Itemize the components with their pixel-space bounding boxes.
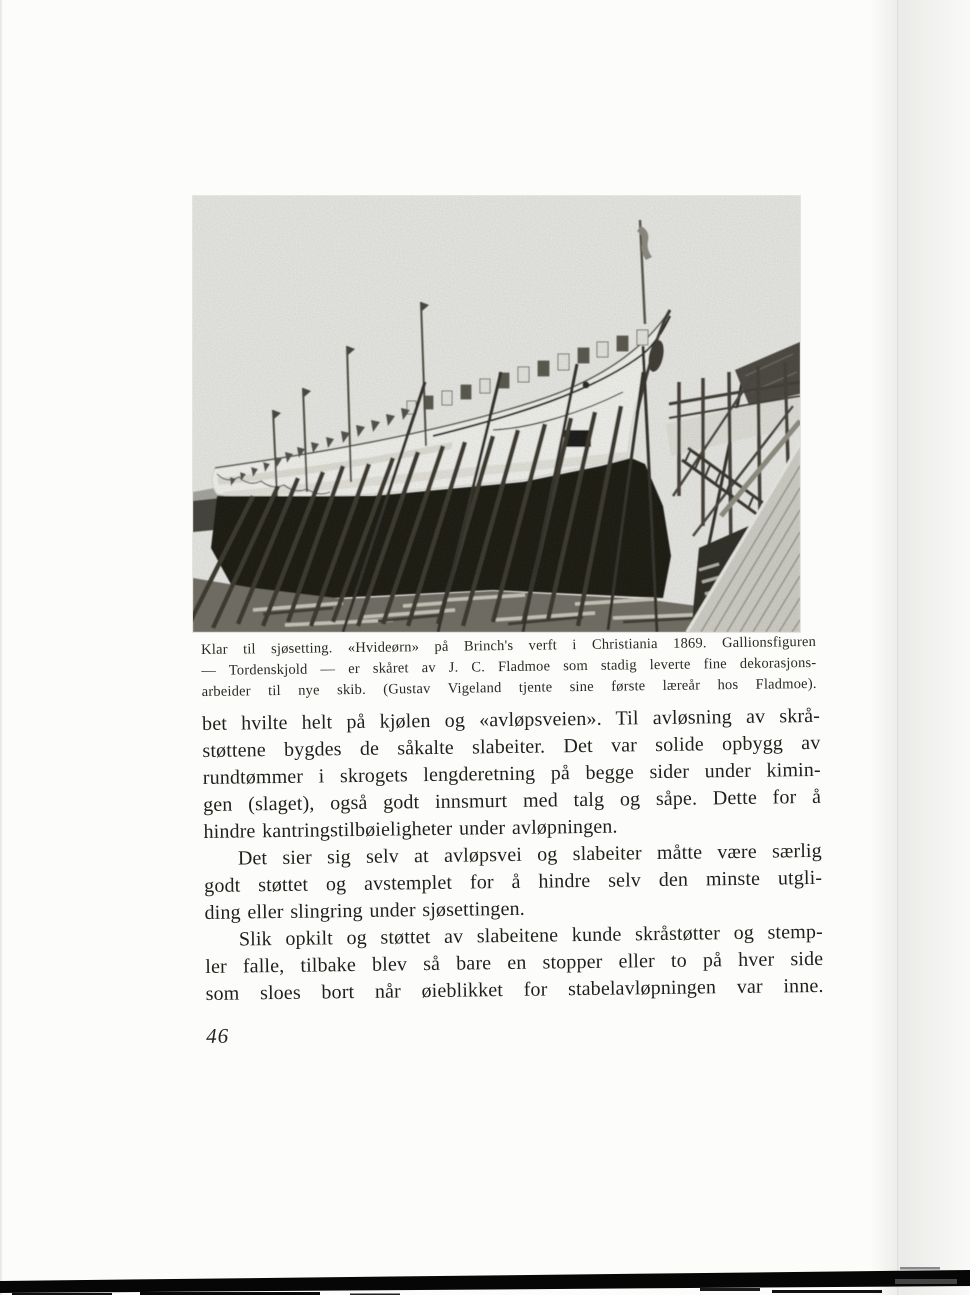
text-line: som sloes bort når øieblikket for stabelavløpningen var inne. xyxy=(205,974,824,1005)
caption-line: Klar til sjøsetting. «Hvideørn» på Brinch's verft i Christiania 1869. Gallionsfiguren xyxy=(201,633,817,658)
paragraph xyxy=(202,703,822,846)
paragraph xyxy=(204,838,823,927)
text-line: Det sier sig selv at avløpsvei og slabeiter måtte være særlig xyxy=(237,839,822,870)
page-curl-shadow xyxy=(870,0,970,1295)
text-line: ding eller slingring under sjøsettingen. xyxy=(204,897,525,924)
caption-line: arbeider til nye skib. (Gustav Vigeland tjente sine første læreår hos Fladmoe). xyxy=(201,675,817,700)
page-left-edge-shadow xyxy=(0,0,3,1295)
page-edge-seam xyxy=(897,0,899,1295)
body-text xyxy=(202,703,824,1008)
page-number: 46 xyxy=(206,1023,230,1048)
text-line: ler falle, tilbake blev så bare en stopper eller to på hver side xyxy=(205,947,824,978)
ship-launch-photo xyxy=(193,196,800,632)
text-line: hindre kantringstilbøieligheter under avløpningen. xyxy=(203,815,618,843)
caption-line: — Tordenskjold — er skåret av J. C. Fladmoe som stadig leverte fine dekorasjons- xyxy=(201,654,817,679)
paragraph xyxy=(205,919,824,1008)
photo-grain-overlay xyxy=(193,196,800,632)
photo-caption xyxy=(201,632,817,703)
text-line: rundtømmer i skrogets lengderetning på begge sider under kimin- xyxy=(202,758,821,789)
scan-artifact-bottom-bar xyxy=(0,1265,970,1295)
text-line: Slik opkilt og støttet av slabeitene kunde skråstøtter og stemp- xyxy=(238,920,824,951)
ship-photo-frame xyxy=(193,196,800,632)
text-line: støttene bygdes de såkalte slabeiter. Det var solide opbygg av xyxy=(202,731,821,762)
text-line: bet hvilte helt på kjølen og «avløpsveien». Til avløsning av skrå- xyxy=(201,704,821,735)
printed-text-block xyxy=(201,632,824,1049)
text-line: godt støttet og avstemplet for å hindre selv den minste utgli- xyxy=(204,866,823,897)
text-line: gen (slaget), også godt innsmurt med talg og såpe. Dette for å xyxy=(203,785,822,816)
